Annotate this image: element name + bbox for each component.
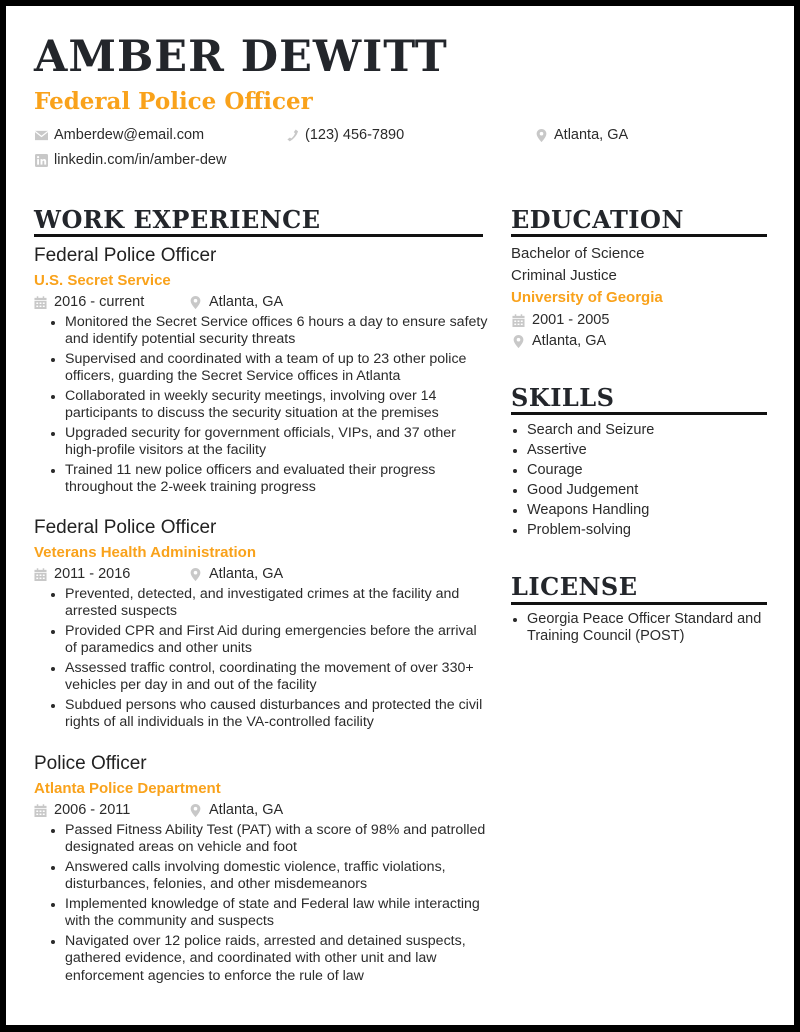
work-experience-heading: WORK EXPERIENCE — [34, 205, 321, 234]
education-dates: 2001 - 2005 — [532, 312, 610, 328]
job-meta — [34, 295, 489, 310]
contact-phone[interactable] — [286, 128, 404, 143]
map-pin-icon — [189, 296, 202, 309]
work-experience-rule — [34, 234, 483, 237]
phone-text: (123) 456-7890 — [305, 127, 405, 143]
education-rule — [511, 234, 767, 237]
map-pin-icon — [535, 129, 548, 142]
linkedin-text: linkedin.com/in/amber-dew — [54, 152, 227, 168]
job-bullet: • Provided CPR and First Aid during emergencies before the arrival of paramedics and other units — [65, 623, 489, 658]
skill-item: • Courage — [527, 460, 654, 480]
job-bullets — [34, 314, 489, 497]
map-pin-icon — [512, 335, 525, 348]
calendar-icon — [34, 804, 47, 817]
education-location-row — [512, 334, 606, 349]
calendar-icon — [34, 568, 47, 581]
job-meta — [34, 567, 489, 582]
license-item: • Georgia Peace Officer Standard and Training Council (POST) — [527, 611, 777, 645]
location-text: Atlanta, GA — [554, 127, 629, 143]
map-pin-icon — [189, 568, 202, 581]
job-bullet: • Prevented, detected, and investigated crimes at the facility and arrested suspects — [65, 586, 489, 621]
job-bullet: • Monitored the Secret Service offices 6 hours a day to ensure safety and identify potential security threats — [65, 314, 489, 349]
job-meta — [34, 803, 489, 818]
license-list — [512, 611, 777, 645]
job-bullet: • Subdued persons who caused disturbances and protected the civil rights of all individuals in the VA-controlled facility — [65, 697, 489, 732]
contact-email[interactable] — [35, 128, 204, 143]
education-dates-row — [512, 313, 609, 328]
job-dates: 2016 - current — [54, 294, 145, 310]
job-title: Federal Police Officer — [34, 517, 217, 538]
job-location: Atlanta, GA — [209, 294, 284, 310]
job-bullet: • Navigated over 12 police raids, arrested and detained suspects, gathered evidence, and coordinated with other unit and law enforcement agencies to enforce the rule of law — [65, 933, 489, 986]
envelope-icon — [35, 129, 48, 142]
job-organization: U.S. Secret Service — [34, 272, 171, 289]
skill-item: • Search and Seizure — [527, 420, 654, 440]
education-degree: Bachelor of Science — [511, 245, 645, 262]
job-location: Atlanta, GA — [209, 566, 284, 582]
job-bullet: • Upgraded security for government officials, VIPs, and 37 other high-profile visitors at the facility — [65, 425, 489, 460]
linkedin-icon — [35, 154, 48, 167]
job-bullet: • Collaborated in weekly security meetings, involving over 14 participants to discuss the security situation at the premises — [65, 388, 489, 423]
job-bullet: • Passed Fitness Ability Test (PAT) with a score of 98% and patrolled designated areas on vehicle and foot — [65, 822, 489, 857]
job-organization: Veterans Health Administration — [34, 544, 256, 561]
license-rule — [511, 602, 767, 605]
resume-page — [6, 6, 794, 1025]
skills-heading: SKILLS — [511, 383, 615, 412]
job-bullet: • Supervised and coordinated with a team of up to 23 other police officers, guarding the Secret Service offices in Atlanta — [65, 351, 489, 386]
phone-icon — [286, 129, 299, 142]
calendar-icon — [34, 296, 47, 309]
skill-item: • Assertive — [527, 440, 654, 460]
map-pin-icon — [189, 804, 202, 817]
calendar-icon — [512, 314, 525, 327]
skills-list — [512, 420, 654, 540]
job-bullet: • Implemented knowledge of state and Federal law while interacting with the community and suspects — [65, 896, 489, 931]
contact-location — [535, 128, 628, 143]
skills-rule — [511, 412, 767, 415]
contact-linkedin[interactable] — [35, 153, 226, 168]
education-heading: EDUCATION — [511, 205, 684, 234]
skill-item: • Problem-solving — [527, 520, 654, 540]
candidate-title: Federal Police Officer — [34, 88, 313, 115]
education-location: Atlanta, GA — [532, 333, 607, 349]
job-entry — [34, 518, 489, 734]
job-entry — [34, 754, 489, 987]
job-title: Federal Police Officer — [34, 245, 217, 266]
education-school: University of Georgia — [511, 289, 663, 306]
candidate-name: AMBER DEWITT — [34, 32, 448, 82]
job-location: Atlanta, GA — [209, 802, 284, 818]
job-bullet: • Trained 11 new police officers and evaluated their progress throughout the 2-week training progress — [65, 462, 489, 497]
skill-item: • Good Judgement — [527, 480, 654, 500]
job-title: Police Officer — [34, 753, 147, 774]
job-bullets — [34, 586, 489, 732]
job-organization: Atlanta Police Department — [34, 780, 221, 797]
skill-item: • Weapons Handling — [527, 500, 654, 520]
job-dates: 2011 - 2016 — [54, 566, 131, 582]
job-bullet: • Assessed traffic control, coordinating the movement of over 330+ vehicles per day in and out of the facility — [65, 660, 489, 695]
job-bullet: • Answered calls involving domestic violence, traffic violations, disturbances, felonies, and other misdemeanors — [65, 859, 489, 894]
email-text: Amberdew@email.com — [54, 127, 205, 143]
education-field: Criminal Justice — [511, 267, 617, 284]
job-dates: 2006 - 2011 — [54, 802, 131, 818]
job-entry — [34, 246, 489, 499]
license-heading: LICENSE — [511, 572, 638, 601]
job-bullets — [34, 822, 489, 986]
